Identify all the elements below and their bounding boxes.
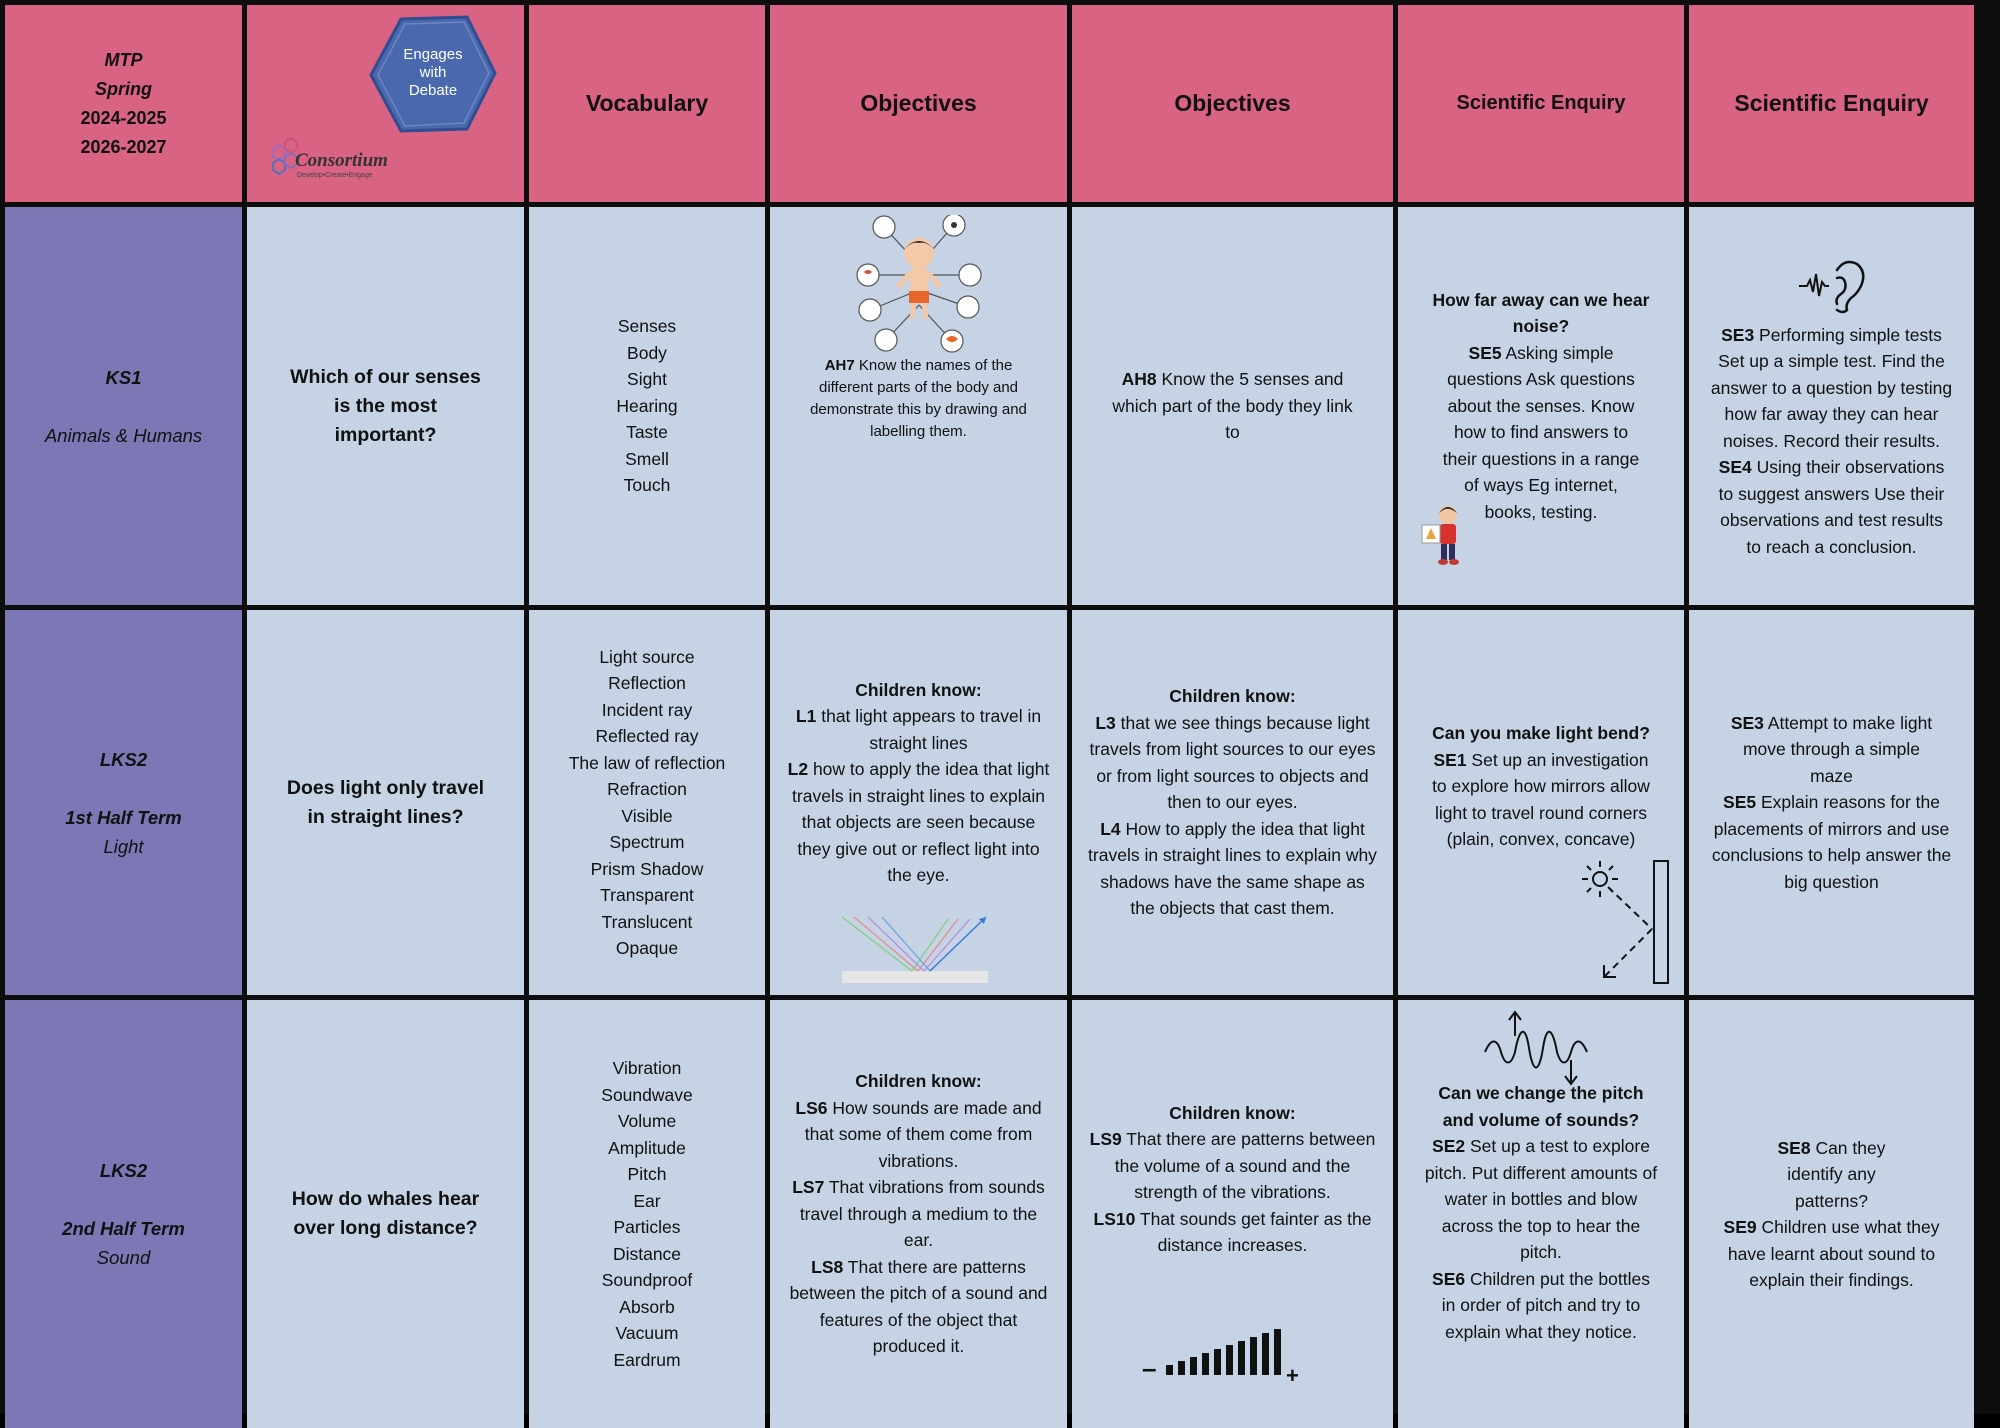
stage-cell bbox=[5, 1000, 242, 1428]
vocab-word: Taste bbox=[626, 422, 668, 443]
objective-cell bbox=[1072, 207, 1393, 605]
objective-code: LS7 bbox=[792, 1177, 825, 1198]
enquiry-code: SE3 bbox=[1721, 324, 1755, 345]
objective-description: That there are patterns between the volume of a sound and the strength of the vibrations. bbox=[1114, 1129, 1376, 1202]
vocab-word: Pitch bbox=[627, 1164, 667, 1184]
enquiry-code: SE1 bbox=[1433, 749, 1467, 770]
vocabulary-cell bbox=[529, 610, 765, 995]
objective-text bbox=[784, 756, 1053, 889]
stage-cell bbox=[5, 207, 242, 605]
enquiry-description: Asking simple questions Ask questions about the senses. Know how to find answers to their questions in a range of ways Eg internet, books, testing. bbox=[1442, 342, 1640, 522]
objective-heading: Children know: bbox=[1169, 1102, 1296, 1123]
objective-description: that we see things because light travels from light sources to our eyes or from light sources to objects and then to our eyes. bbox=[1089, 712, 1376, 813]
term-label: 2nd Half Term bbox=[62, 1218, 185, 1239]
objective-text bbox=[1086, 710, 1379, 816]
objective-text bbox=[1086, 816, 1379, 922]
enquiry-text bbox=[1703, 1214, 1960, 1294]
enquiry-code: SE6 bbox=[1432, 1268, 1466, 1289]
objective-description: Know the 5 senses and which part of the body they link to bbox=[1112, 369, 1353, 443]
term-label: Spring bbox=[95, 78, 152, 99]
vocab-word: Ear bbox=[633, 1190, 661, 1211]
enquiry-cell bbox=[1398, 207, 1684, 605]
objective-code: L3 bbox=[1095, 712, 1116, 733]
big-question-cell bbox=[247, 610, 524, 995]
badge-line-1: Engages bbox=[403, 46, 463, 63]
big-question: Which of our senses is the most important? bbox=[290, 365, 481, 446]
vocab-word: Light source bbox=[599, 646, 695, 667]
objective-code: LS10 bbox=[1093, 1208, 1136, 1229]
objective-description: That vibrations from sounds travel through a medium to the ear. bbox=[799, 1177, 1045, 1251]
year-label: 2026-2027 bbox=[80, 136, 167, 157]
vocab-word: Smell bbox=[625, 448, 669, 469]
objective-code: AH8 bbox=[1121, 369, 1157, 390]
vocab-word: Absorb bbox=[619, 1296, 675, 1317]
vocab-word: Vacuum bbox=[615, 1323, 679, 1343]
vocab-word: Soundwave bbox=[601, 1084, 693, 1105]
badge-line-3: Debate bbox=[408, 82, 458, 99]
vocabulary-cell bbox=[529, 1000, 765, 1428]
enquiry-cell bbox=[1689, 207, 1974, 605]
enquiry-text bbox=[1703, 454, 1960, 560]
vocab-word: Incident ray bbox=[601, 699, 693, 720]
objective-description: how to apply the idea that light travels in straight lines to explain that objects are seen because they give out or reflect light into the eye. bbox=[792, 759, 1050, 885]
child-holding-card-illustration bbox=[1420, 505, 1470, 567]
scientific-enquiry-header: Scientific Enquiry bbox=[1689, 5, 1974, 202]
objective-description: How sounds are made and that some of them come from vibrations. bbox=[804, 1097, 1042, 1171]
vocabulary-cell bbox=[529, 207, 765, 605]
ear-sound-icon bbox=[1797, 252, 1867, 314]
objective-description: How to apply the idea that light travels in straight lines to explain why shadows have the same shape as the objects that cast them. bbox=[1088, 818, 1377, 919]
enquiry-cell bbox=[1689, 1000, 1974, 1428]
objective-text bbox=[784, 1095, 1053, 1175]
vocab-word: Vibration bbox=[612, 1058, 682, 1078]
vocab-word: Touch bbox=[623, 475, 671, 496]
vocab-word: Reflected ray bbox=[595, 726, 699, 746]
objective-code: L1 bbox=[795, 706, 817, 726]
objective-text bbox=[1086, 1126, 1379, 1206]
enquiry-question: Can you make light bend? bbox=[1432, 723, 1650, 743]
vocab-word: Reflection bbox=[608, 673, 686, 693]
big-question: Does light only travel in straight lines? bbox=[286, 776, 485, 828]
objective-description: that light appears to travel in straight lines bbox=[816, 706, 1042, 753]
topic-label: Animals & Humans bbox=[44, 424, 203, 446]
logo-tagline: Develop•Create•Engage bbox=[297, 172, 373, 179]
enquiry-description: Set up an investigation to explore how mirrors allow light to travel round corners (plain, convex, concave) bbox=[1432, 749, 1650, 849]
vocab-word: Prism Shadow bbox=[590, 858, 704, 879]
vocab-word: Hearing bbox=[616, 395, 678, 416]
enquiry-text bbox=[1703, 1135, 1960, 1215]
objective-text bbox=[1086, 366, 1379, 446]
year-label: 2024-2025 bbox=[80, 107, 167, 128]
enquiry-text bbox=[1703, 710, 1960, 790]
big-question-cell bbox=[247, 1000, 524, 1428]
enquiry-code: SE4 bbox=[1718, 457, 1752, 478]
objectives-header: Objectives bbox=[770, 5, 1067, 202]
enquiry-description: Using their observations to suggest answers Use their observations and test results to reach a conclusion. bbox=[1718, 457, 1945, 557]
enquiry-text bbox=[1412, 1266, 1670, 1346]
scientific-enquiry-header: Scientific Enquiry bbox=[1398, 5, 1684, 202]
vocab-word: Amplitude bbox=[608, 1137, 686, 1158]
enquiry-description: Set up a test to explore pitch. Put different amounts of water in bottles and blow across the top to hear the pitch. bbox=[1424, 1136, 1658, 1262]
objective-code: LS6 bbox=[795, 1097, 828, 1118]
enquiry-cell bbox=[1689, 610, 1974, 995]
mirror-light-diagram bbox=[1578, 855, 1678, 985]
engages-with-debate-badge bbox=[367, 15, 499, 133]
vocab-word: Visible bbox=[621, 805, 673, 826]
mtp-header-cell bbox=[5, 5, 242, 202]
logo-name: Consortium bbox=[295, 150, 388, 171]
vocab-word: Senses bbox=[617, 316, 677, 337]
enquiry-code: SE9 bbox=[1723, 1217, 1757, 1237]
enquiry-description: Explain reasons for the placements of mirrors and use conclusions to help answer the big question bbox=[1711, 792, 1952, 892]
enquiry-description: Children put the bottles in order of pitch and try to explain what they notice. bbox=[1441, 1268, 1650, 1342]
stage-label: LKS2 bbox=[99, 748, 148, 770]
vocab-word: Opaque bbox=[615, 938, 679, 958]
vocabulary-header: Vocabulary bbox=[529, 5, 765, 202]
enquiry-text bbox=[1703, 322, 1960, 455]
volume-minus-sign: – bbox=[1142, 1353, 1157, 1383]
enquiry-cell bbox=[1398, 1000, 1684, 1428]
vocab-word: Sight bbox=[627, 369, 667, 390]
vocab-word: The law of reflection bbox=[568, 752, 726, 773]
body-senses-illustration bbox=[854, 215, 984, 355]
enquiry-description: Performing simple tests Set up a simple test. Find the answer to a question by testing how far away they can hear noises. Record their results. bbox=[1710, 324, 1953, 451]
objective-description: That sounds get fainter as the distance increases. bbox=[1135, 1208, 1372, 1255]
enquiry-question: Can we change the pitch and volume of sounds? bbox=[1438, 1083, 1644, 1130]
objective-description: That there are patterns between the pitch of a sound and features of the object that produced it. bbox=[789, 1256, 1048, 1357]
stage-cell bbox=[5, 610, 242, 995]
vocab-word: Transparent bbox=[600, 885, 694, 905]
enquiry-code: SE8 bbox=[1777, 1137, 1811, 1158]
vocab-word: Soundproof bbox=[601, 1270, 693, 1290]
vocab-word: Distance bbox=[612, 1243, 682, 1264]
objectives-header: Objectives bbox=[1072, 5, 1393, 202]
vocab-word: Translucent bbox=[601, 911, 693, 932]
objective-cell bbox=[1072, 610, 1393, 995]
objective-text bbox=[784, 1174, 1053, 1254]
enquiry-description: Can they identify any patterns? bbox=[1787, 1137, 1886, 1211]
objective-heading: Children know: bbox=[855, 1071, 982, 1092]
objective-text bbox=[784, 703, 1053, 756]
enquiry-description: Attempt to make light move through a simple maze bbox=[1742, 712, 1933, 786]
badge-line-2: with bbox=[419, 64, 447, 81]
vocab-word: Eardrum bbox=[613, 1349, 681, 1370]
vocab-word: Volume bbox=[617, 1111, 677, 1131]
objective-text bbox=[784, 1254, 1053, 1360]
objective-cell bbox=[770, 610, 1067, 995]
objective-code: AH7 bbox=[824, 357, 855, 374]
topic-label: Sound bbox=[96, 1247, 151, 1268]
consortium-logo bbox=[267, 133, 407, 183]
stage-label: LKS2 bbox=[99, 1160, 148, 1181]
term-label: 1st Half Term bbox=[65, 806, 182, 828]
objective-cell bbox=[770, 207, 1067, 605]
objective-code: L4 bbox=[1100, 818, 1121, 839]
objective-heading: Children know: bbox=[1169, 686, 1296, 707]
volume-bars-icon bbox=[1142, 1325, 1322, 1385]
enquiry-code: SE5 bbox=[1723, 792, 1757, 813]
objective-description: Know the names of the different parts of the body and demonstrate this by drawing and labelling them. bbox=[810, 357, 1027, 440]
topic-label: Light bbox=[103, 835, 144, 857]
enquiry-code: SE3 bbox=[1730, 712, 1764, 733]
enquiry-text bbox=[1703, 789, 1960, 895]
enquiry-text bbox=[1412, 747, 1670, 853]
stage-label: KS1 bbox=[105, 366, 142, 388]
sound-wave-icon bbox=[1483, 1008, 1593, 1086]
big-question: How do whales hear over long distance? bbox=[291, 1188, 480, 1239]
objective-text bbox=[1086, 1206, 1379, 1259]
logo-header-cell bbox=[247, 5, 524, 202]
big-question-cell bbox=[247, 207, 524, 605]
enquiry-description: Children use what they have learnt about sound to explain their findings. bbox=[1727, 1217, 1940, 1290]
mtp-label: MTP bbox=[104, 49, 143, 70]
objective-code: LS8 bbox=[811, 1256, 844, 1277]
objective-code: L2 bbox=[787, 759, 809, 779]
vocab-word: Spectrum bbox=[609, 832, 685, 852]
objective-code: LS9 bbox=[1089, 1129, 1122, 1149]
enquiry-text bbox=[1412, 340, 1670, 526]
objective-cell bbox=[1072, 1000, 1393, 1428]
vocab-word: Body bbox=[627, 342, 667, 363]
enquiry-code: SE5 bbox=[1468, 342, 1502, 363]
enquiry-text bbox=[1412, 1133, 1670, 1266]
enquiry-question: How far away can we hear noise? bbox=[1432, 289, 1650, 337]
enquiry-cell bbox=[1398, 610, 1684, 995]
vocab-word: Particles bbox=[613, 1217, 681, 1237]
volume-plus-sign: + bbox=[1286, 1363, 1299, 1385]
enquiry-code: SE2 bbox=[1432, 1136, 1466, 1156]
objective-heading: Children know: bbox=[855, 679, 982, 700]
vocab-word: Refraction bbox=[607, 779, 687, 799]
objective-cell bbox=[770, 1000, 1067, 1428]
light-reflection-diagram bbox=[840, 915, 990, 987]
objective-text bbox=[784, 355, 1053, 443]
